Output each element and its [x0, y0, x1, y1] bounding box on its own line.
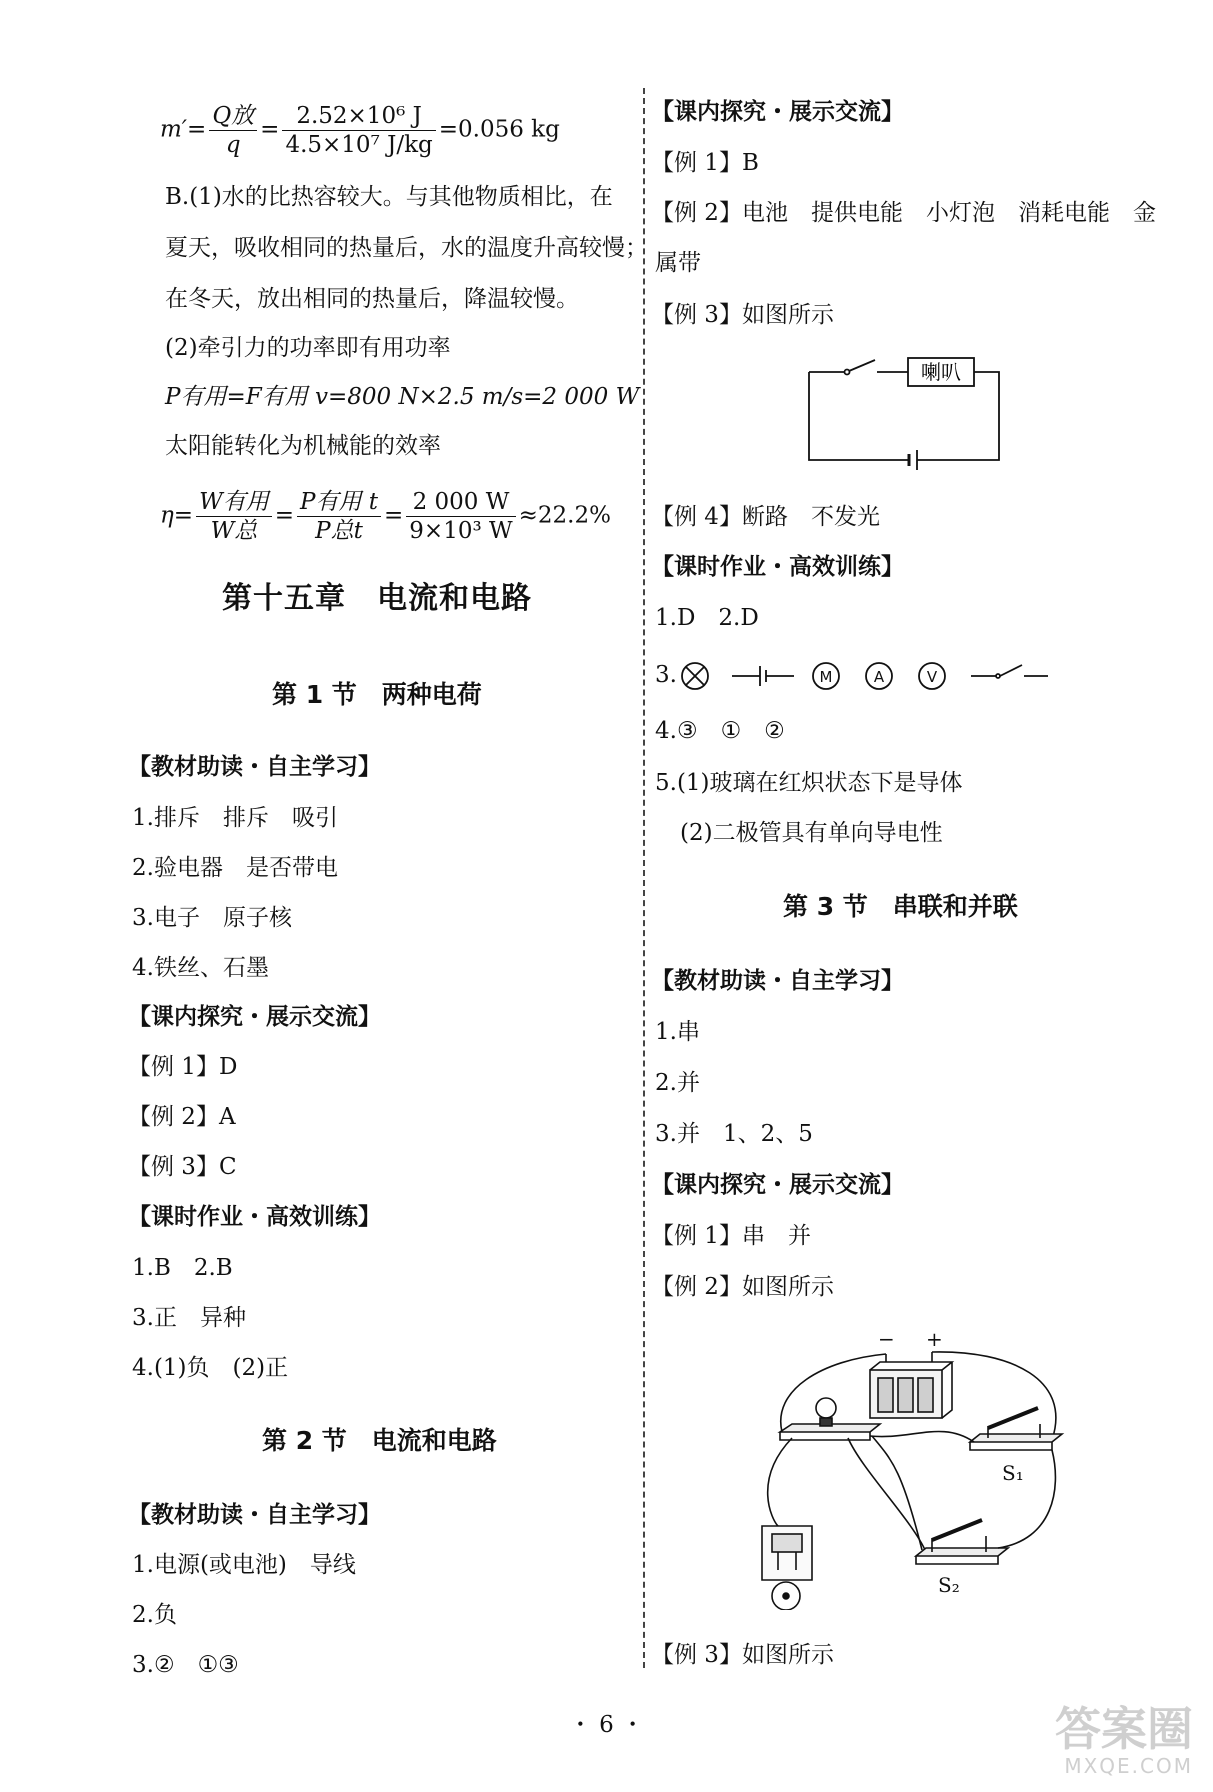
answer-line: B.(1)水的比热容较大。与其他物质相比，在: [165, 184, 613, 210]
answer-line: 在冬天，放出相同的热量后，降温较慢。: [165, 286, 579, 312]
equals: =: [274, 502, 294, 529]
example-answer: 【例 3】如图所示: [651, 1642, 834, 1668]
answer-symbols-row: [655, 660, 677, 690]
frac-den: P总t: [315, 518, 363, 544]
answer-line: 4.③ ① ②: [655, 718, 785, 744]
example-answer: 属带: [655, 250, 701, 276]
section-title: 第 3 节 串联和并联: [783, 892, 1018, 921]
circuit-diagram-speaker: [805, 354, 1005, 470]
chapter-title: 第十五章 电流和电路: [222, 581, 532, 616]
lamp-board: [780, 1398, 880, 1440]
answer-line: 2.验电器 是否带电: [132, 855, 338, 881]
formula-lhs: η=: [160, 502, 194, 529]
frac-num: W有用: [196, 488, 272, 517]
battery-symbol: [732, 666, 794, 686]
frac-den: 9×10³ W: [409, 518, 513, 544]
watermark-title: 答案圈: [1055, 1702, 1193, 1756]
subsection-heading: 【课内探究・展示交流】: [651, 99, 904, 125]
answer-line: 3.② ①③: [132, 1652, 239, 1678]
wire: [870, 1431, 974, 1442]
watermark-url: MXQE.COM: [1064, 1754, 1193, 1778]
battery-minus-label: −: [878, 1330, 895, 1351]
answer-line: 1.B 2.B: [132, 1255, 233, 1281]
example-answer: 【例 4】断路 不发光: [651, 504, 880, 530]
voltmeter-letter: V: [926, 668, 938, 686]
formula-m: [160, 102, 560, 159]
switch-symbol: [971, 665, 1048, 678]
answer-line: 5.(1)玻璃在红炽状态下是导体: [655, 770, 963, 796]
ammeter-letter: A: [873, 668, 885, 686]
answer-line: (2)二极管具有单向导电性: [680, 820, 943, 846]
physical-circuit-diagram: [752, 1330, 1092, 1610]
frac-num: P有用 t: [297, 488, 381, 517]
section-title: 第 1 节 两种电荷: [272, 680, 482, 709]
answer-line: 太阳能转化为机械能的效率: [165, 433, 441, 459]
answer-line: 4.(1)负 (2)正: [132, 1355, 289, 1381]
switch-s2-label: S₂: [938, 1573, 960, 1597]
answer-line: 2.负: [132, 1602, 177, 1628]
frac-den: 4.5×10⁷ J/kg: [285, 132, 433, 158]
section-title: 第 2 节 电流和电路: [262, 1426, 497, 1455]
circuit-symbols: [676, 656, 1056, 696]
switch-s1-label: S₁: [1002, 1461, 1024, 1485]
battery-pack: [870, 1352, 952, 1418]
formula-eta: [160, 488, 611, 545]
battery-plus-label: +: [926, 1330, 943, 1351]
column-divider: [643, 88, 645, 1668]
switch-s2: [916, 1520, 1008, 1564]
answer-line: 4.铁丝、石墨: [132, 955, 269, 981]
subsection-heading: 【课内探究・展示交流】: [651, 1172, 904, 1198]
subsection-heading: 【课内探究・展示交流】: [128, 1004, 381, 1030]
answer-line: 3.电子 原子核: [132, 905, 292, 931]
answer-line: (2)牵引力的功率即有用功率: [165, 335, 451, 361]
switch-lever: [849, 360, 875, 371]
electric-bell: [762, 1526, 812, 1610]
example-answer: 【例 3】如图所示: [651, 302, 834, 328]
frac-num: 2.52×10⁶ J: [282, 102, 435, 131]
answer-line: 1.排斥 排斥 吸引: [132, 805, 338, 831]
frac-num: Q放: [209, 102, 257, 131]
answer-line: 2.并: [655, 1070, 700, 1096]
frac-num: 2 000 W: [406, 488, 515, 517]
wire: [768, 1438, 792, 1526]
formula-lhs: m′=: [160, 116, 207, 143]
example-answer: 【例 1】B: [651, 150, 759, 176]
subsection-heading: 【教材助读・自主学习】: [651, 968, 904, 994]
equals: =: [384, 502, 404, 529]
example-answer: 【例 3】C: [128, 1154, 237, 1180]
answer-line: 3.并 1、2、5: [655, 1121, 813, 1147]
example-answer: 【例 2】电池 提供电能 小灯泡 消耗电能 金: [651, 200, 1156, 226]
answer-line: 1.电源(或电池) 导线: [132, 1552, 356, 1578]
answer-line: P有用=F有用 v=800 N×2.5 m/s=2 000 W: [165, 384, 640, 410]
subsection-heading: 【教材助读・自主学习】: [128, 754, 381, 780]
formula-result: ≈22.2%: [518, 502, 611, 529]
answer-prefix: 3.: [655, 662, 677, 688]
subsection-heading: 【教材助读・自主学习】: [128, 1502, 381, 1528]
answer-line: 夏天，吸收相同的热量后，水的温度升高较慢；: [165, 235, 648, 261]
answer-line: 3.正 异种: [132, 1305, 246, 1331]
answer-line: 1.串: [655, 1019, 700, 1045]
example-answer: 【例 1】D: [128, 1054, 238, 1080]
motor-letter: M: [819, 668, 833, 686]
equals: =: [260, 116, 280, 143]
frac-den: q: [225, 132, 241, 158]
example-answer: 【例 1】串 并: [651, 1223, 811, 1249]
example-answer: 【例 2】如图所示: [651, 1274, 834, 1300]
formula-result: =0.056 kg: [438, 116, 560, 143]
example-answer: 【例 2】A: [128, 1104, 236, 1130]
switch-s1: [970, 1408, 1062, 1450]
subsection-heading: 【课时作业・高效训练】: [651, 554, 904, 580]
watermark: [1055, 1704, 1193, 1778]
lamp-symbol: [682, 663, 708, 689]
wire: [809, 372, 909, 460]
answer-line: 1.D 2.D: [655, 605, 759, 631]
speaker-label: 喇叭: [921, 360, 961, 384]
page-number: ・ 6 ・: [568, 1712, 645, 1738]
frac-den: W总: [210, 518, 258, 544]
subsection-heading: 【课时作业・高效训练】: [128, 1204, 381, 1230]
